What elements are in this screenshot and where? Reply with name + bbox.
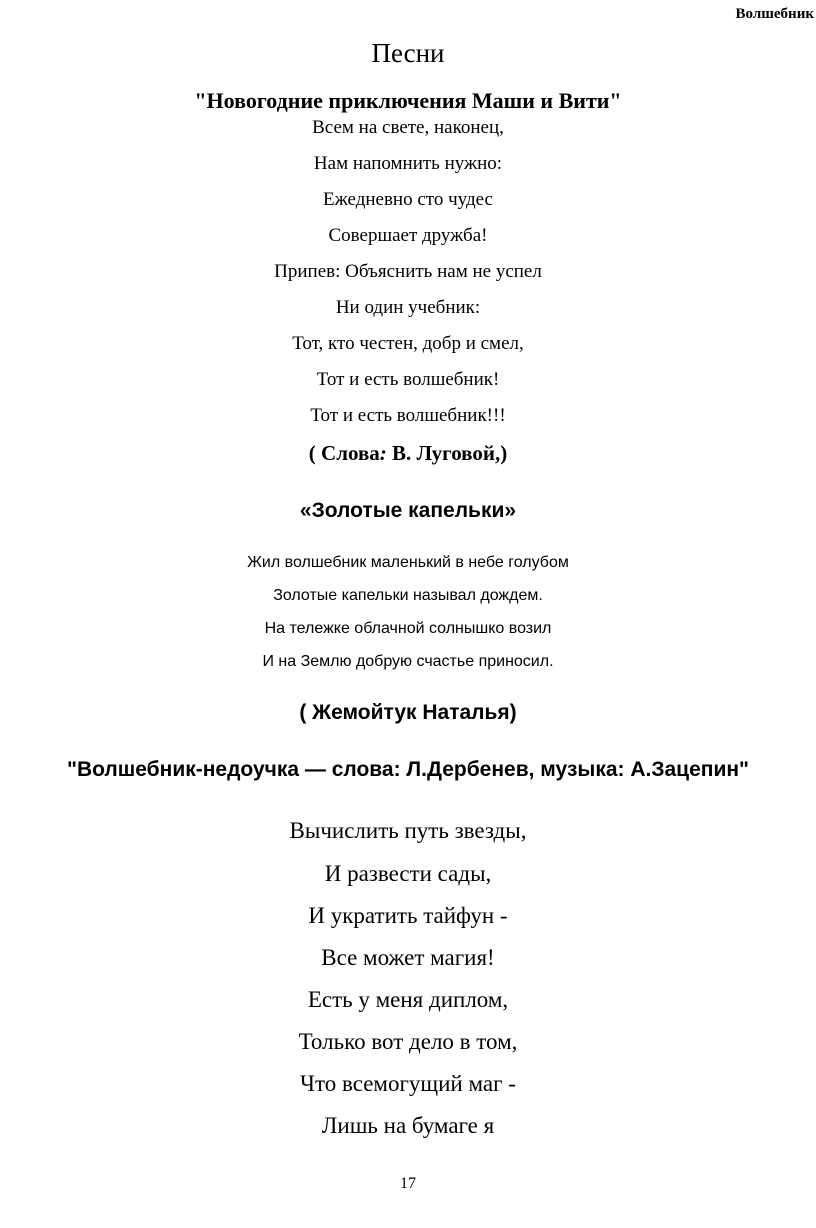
song3-line-5: Есть у меня диплом, [307,987,509,1012]
page-number: 17 [400,1175,416,1192]
song3-line-1: Вычислить путь звезды, [289,818,527,843]
song1-credit-colon: : [379,441,387,465]
song2-line-3: На тележке облачной солнышко возил [264,620,552,637]
song3-line-3: И укратить тайфун - [308,903,508,928]
song1-line-5: Припев: Объяснить нам не успел [274,261,542,282]
song3-line-4: Все может магия! [321,945,495,970]
song3-line-2: И развести сады, [324,861,492,886]
song1-title: "Новогодние приключения Маши и Вити" [194,88,622,113]
song2-line-4: И на Землю добрую счастье приносил. [262,653,554,670]
song1-line-7: Тот, кто честен, добр и смел, [292,333,524,354]
song1-credit [0,441,816,466]
song3-line-7: Что всемогущий маг - [300,1071,516,1096]
song1-line-1: Всем на свете, наконец, [312,117,504,138]
song2-author: ( Жемойтук Наталья) [299,701,517,724]
song2-title: «Золотые капельки» [299,499,517,522]
song2-line-1: Жил волшебник маленький в небе голубом [247,554,569,571]
song1-line-3: Ежедневно сто чудес [323,189,493,210]
section-title: Песни [371,38,445,68]
song1-line-9: Тот и есть волшебник!!! [310,405,506,426]
song2-line-2: Золотые капельки называл дождем. [273,587,543,604]
song3-title: "Волшебник-недоучка — слова: Л.Дербенев, музыка: А.Зацепин" [66,758,750,781]
song1-credit-author: В. Луговой,) [386,441,508,465]
song1-line-8: Тот и есть волшебник! [316,369,500,390]
running-header: Волшебник [735,6,814,22]
song1-line-6: Ни один учебник: [335,297,481,318]
song1-line-4: Совершает дружба! [328,225,488,246]
song3-line-8: Лишь на бумаге я [321,1113,495,1138]
song3-line-6: Только вот дело в том, [298,1029,518,1054]
song1-credit-prefix: ( Слова [308,441,380,465]
song1-line-2: Нам напомнить нужно: [313,153,503,174]
